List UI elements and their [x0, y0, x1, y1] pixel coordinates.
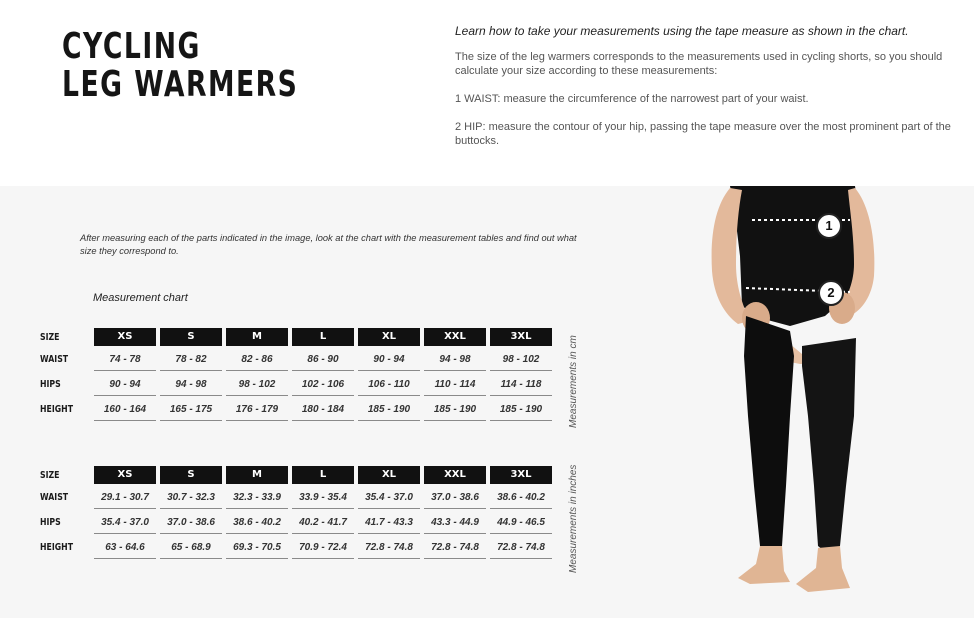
- measurement-chart-title: Measurement chart: [93, 292, 188, 304]
- size-header-xxl: XXL: [424, 466, 486, 484]
- table-cell: 86 - 90: [292, 350, 354, 371]
- size-header-m: M: [226, 466, 288, 484]
- leg-warmers-model-illustration: [690, 186, 970, 618]
- title-line-1: CYCLING: [62, 26, 201, 67]
- table-cell: 106 - 110: [358, 375, 420, 396]
- table-cell: 38.6 - 40.2: [226, 513, 288, 534]
- hip-marker: 2: [818, 280, 844, 306]
- header-section: [0, 0, 974, 186]
- row-label-waist: WAIST: [40, 354, 69, 365]
- table-cell: 30.7 - 32.3: [160, 488, 222, 509]
- table-cell: 43.3 - 44.9: [424, 513, 486, 534]
- table-cell: 32.3 - 33.9: [226, 488, 288, 509]
- intro-lead: Learn how to take your measurements using the tape measure as shown in the chart.: [455, 24, 909, 38]
- row-label-waist: WAIST: [40, 492, 69, 503]
- table-cell: 38.6 - 40.2: [490, 488, 552, 509]
- table-cell: 72.8 - 74.8: [490, 538, 552, 559]
- waist-marker: 1: [816, 213, 842, 239]
- page-title: [62, 28, 298, 104]
- row-label-height: HEIGHT: [40, 542, 74, 553]
- table-cell: 37.0 - 38.6: [424, 488, 486, 509]
- table-cell: 180 - 184: [292, 400, 354, 421]
- table-cell: 94 - 98: [424, 350, 486, 371]
- intro-text: [455, 24, 955, 162]
- table-row-height: [40, 400, 560, 422]
- table-cell: 72.8 - 74.8: [358, 538, 420, 559]
- table-cell: 90 - 94: [358, 350, 420, 371]
- size-header-xl: XL: [358, 328, 420, 346]
- size-header-l: L: [292, 466, 354, 484]
- size-header-xxl: XXL: [424, 328, 486, 346]
- table-cell: 37.0 - 38.6: [160, 513, 222, 534]
- table-cell: 41.7 - 43.3: [358, 513, 420, 534]
- table-cell: 35.4 - 37.0: [358, 488, 420, 509]
- table-cell: 65 - 68.9: [160, 538, 222, 559]
- title-line-2: LEG WARMERS: [62, 64, 299, 105]
- table-cell: 165 - 175: [160, 400, 222, 421]
- size-header-3xl: 3XL: [490, 328, 552, 346]
- table-header-row: [40, 328, 560, 350]
- table-cell: 70.9 - 72.4: [292, 538, 354, 559]
- table-cell: 114 - 118: [490, 375, 552, 396]
- table-row-height: [40, 538, 560, 560]
- unit-label-cm: Measurements in cm: [568, 335, 579, 428]
- model-figure: [690, 186, 970, 618]
- table-cell: 29.1 - 30.7: [94, 488, 156, 509]
- intro-paragraph-hip: 2 HIP: measure the contour of your hip, passing the tape measure over the most prominent part of the buttocks.: [455, 121, 951, 147]
- table-cell: 82 - 86: [226, 350, 288, 371]
- size-header-xs: XS: [94, 466, 156, 484]
- table-cell: 185 - 190: [424, 400, 486, 421]
- size-row-label: SIZE: [40, 332, 60, 343]
- size-header-xl: XL: [358, 466, 420, 484]
- table-cell: 90 - 94: [94, 375, 156, 396]
- table-cell: 74 - 78: [94, 350, 156, 371]
- table-cell: 185 - 190: [490, 400, 552, 421]
- row-label-hips: HIPS: [40, 379, 61, 390]
- size-row-label: SIZE: [40, 470, 60, 481]
- table-cell: 185 - 190: [358, 400, 420, 421]
- intro-paragraph-waist: 1 WAIST: measure the circumference of the narrowest part of your waist.: [455, 93, 809, 105]
- table-cell: 69.3 - 70.5: [226, 538, 288, 559]
- table-cell: 78 - 82: [160, 350, 222, 371]
- table-cell: 102 - 106: [292, 375, 354, 396]
- table-cell: 94 - 98: [160, 375, 222, 396]
- table-cell: 110 - 114: [424, 375, 486, 396]
- table-row-waist: [40, 488, 560, 510]
- table-row-hips: [40, 513, 560, 535]
- table-cell: 44.9 - 46.5: [490, 513, 552, 534]
- row-label-hips: HIPS: [40, 517, 61, 528]
- table-row-waist: [40, 350, 560, 372]
- size-header-xs: XS: [94, 328, 156, 346]
- table-cell: 98 - 102: [226, 375, 288, 396]
- table-header-row: [40, 466, 560, 488]
- table-row-hips: [40, 375, 560, 397]
- size-header-s: S: [160, 466, 222, 484]
- row-label-height: HEIGHT: [40, 404, 74, 415]
- after-measuring-text: After measuring each of the parts indicated in the image, look at the chart with the measurement tables and find out what size they correspond to.: [80, 233, 577, 256]
- size-header-m: M: [226, 328, 288, 346]
- table-cell: 40.2 - 41.7: [292, 513, 354, 534]
- table-cell: 63 - 64.6: [94, 538, 156, 559]
- table-cell: 33.9 - 35.4: [292, 488, 354, 509]
- size-header-l: L: [292, 328, 354, 346]
- unit-label-inches: Measurements in inches: [568, 464, 579, 573]
- intro-paragraph-size: The size of the leg warmers corresponds to the measurements used in cycling shorts, so you should calculate your size according to these measurements:: [455, 51, 943, 77]
- table-cell: 98 - 102: [490, 350, 552, 371]
- table-cell: 72.8 - 74.8: [424, 538, 486, 559]
- table-cell: 176 - 179: [226, 400, 288, 421]
- table-cell: 35.4 - 37.0: [94, 513, 156, 534]
- size-header-s: S: [160, 328, 222, 346]
- size-header-3xl: 3XL: [490, 466, 552, 484]
- table-cell: 160 - 164: [94, 400, 156, 421]
